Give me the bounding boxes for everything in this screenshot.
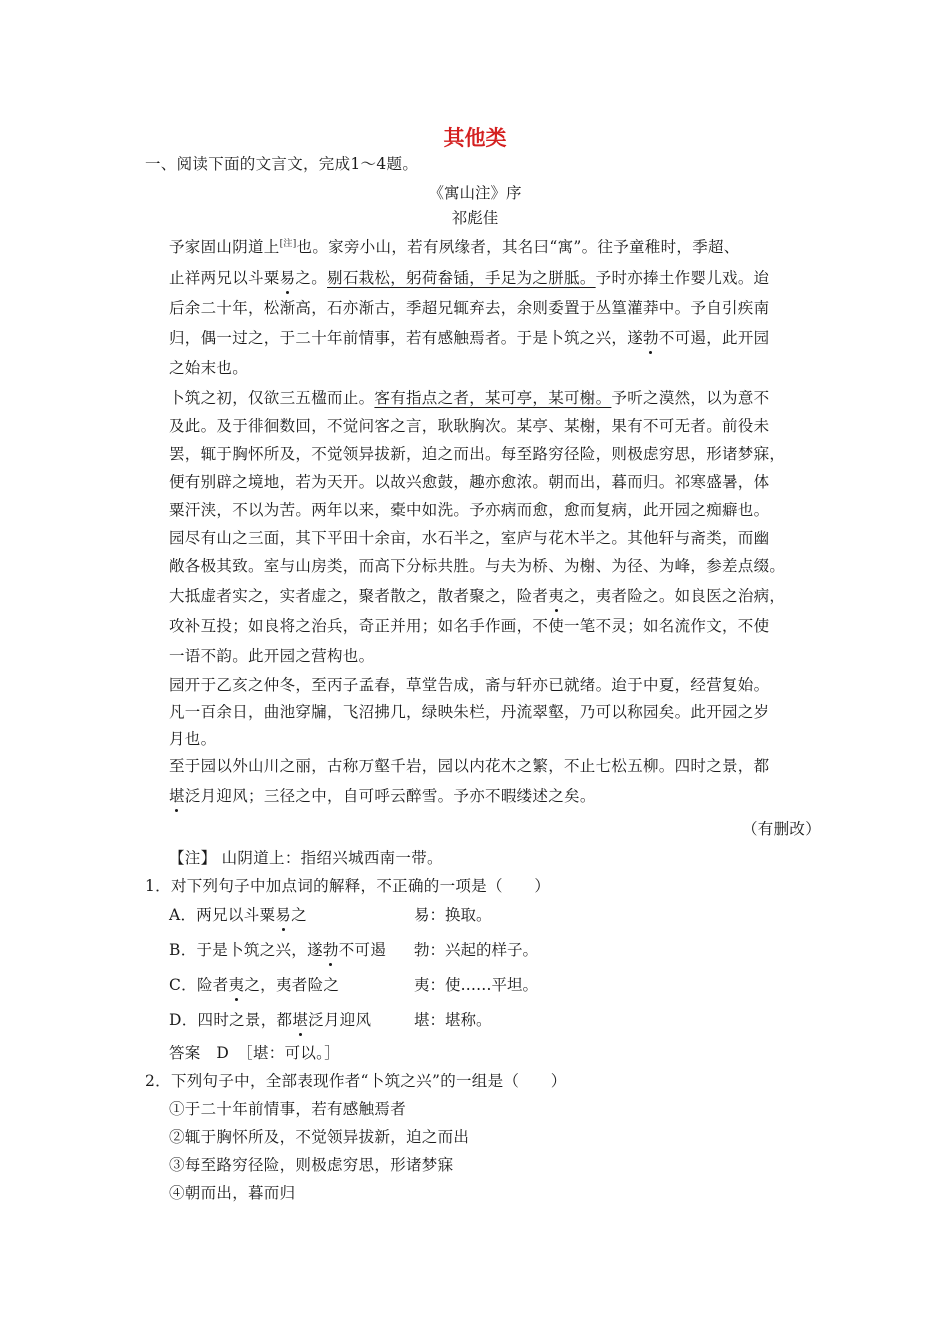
- passage-line: 攻补互投；如良将之治兵，奇正并用；如名手作画，不使一笔不灵；如名流作文，不使: [169, 617, 770, 635]
- text-span: 泛月迎风: [308, 1011, 372, 1029]
- text-span: 之: [291, 906, 307, 924]
- underlined-sentence: 客有指点之者，某可亭，某可榭。: [374, 389, 612, 407]
- passage-line: 一语不韵。此开园之营构也。: [169, 647, 375, 665]
- text-span: 之。: [295, 269, 328, 287]
- text-span: C．险者: [169, 976, 229, 994]
- option-definition: 夷：使……平坦。: [414, 976, 539, 994]
- passage-line: 罢，辄于胸怀所及，不觉领异拔新，迫之而出。每至路穷径险，则极虑穷思，形诸梦寐，: [169, 445, 786, 463]
- text-span: 大抵虚者实之，实者虚之，聚者散之，散者聚之，险者: [169, 587, 549, 605]
- answer-key: 答案 D ［堪：可以。］: [169, 1044, 341, 1062]
- dotted-word: 易: [275, 906, 292, 924]
- underlined-sentence: 剔石栽松，躬荷畚锸，手足为之胼胝。: [327, 269, 596, 287]
- passage-line: [169, 268, 769, 288]
- passage-line: [169, 586, 785, 606]
- text-span: 不可遏，此开园: [658, 329, 770, 347]
- question-stem: 2．下列句子中，全部表现作者“卜筑之兴”的一组是（ ）: [145, 1072, 567, 1090]
- dotted-word: 夷: [548, 587, 565, 605]
- text-span: 止祥两兄以斗粟: [169, 269, 280, 287]
- text-span: 予家固山阴道上: [169, 238, 280, 256]
- text-span: 也。家旁小山，若有夙缘者，其名曰“寓”。往予童稚时，季超、: [296, 238, 740, 256]
- passage-line: 粟汗浃，不以为苦。两年以来，橐中如洗。予亦病而愈，愈而复病，此开园之痴癖也。: [169, 501, 770, 519]
- option-definition: 堪：堪称。: [414, 1011, 492, 1029]
- dotted-word: 勃: [643, 329, 659, 347]
- note-marker: [注]: [279, 238, 297, 249]
- question-stem: 1．对下列句子中加点词的解释，不正确的一项是（ ）: [145, 877, 551, 895]
- text-span: D．四时之景，都: [169, 1011, 293, 1029]
- question-item: ③每至路穷径险，则极虑穷思，形诸梦寐: [169, 1156, 454, 1174]
- text-span: 之，夷者险之: [244, 976, 340, 994]
- dotted-word: 夷: [228, 976, 245, 994]
- text-span: B．于是卜筑之兴，遂: [169, 941, 323, 959]
- passage-title: 《寓山注》序: [428, 184, 522, 202]
- passage-author: 祁彪佳: [451, 209, 499, 227]
- passage-line: 敞各极其致。室与山房类，而高下分标共胜。与夫为桥、为榭、为径、为峰，参差点缀。: [169, 557, 786, 575]
- question-item: ①于二十年前情事，若有感触焉者: [169, 1100, 407, 1118]
- passage-line: [169, 388, 769, 408]
- passage-line: [169, 786, 596, 806]
- passage-line: 至于园以外山川之丽，古称万壑千岩，园以内花木之繁，不止七松五柳。四时之景，都: [169, 757, 770, 775]
- answer-option: [169, 905, 307, 925]
- passage-line: 园开于乙亥之仲冬，至丙子孟春，草堂告成，斋与轩亦已就绪。迨于中夏，经营复始。: [169, 676, 770, 694]
- passage-line: 后余二十年，松渐高，石亦渐古，季超兄辄弃去，余则委置于丛篁灌莽中。予自引疾南: [169, 299, 770, 317]
- answer-option: [169, 1010, 371, 1030]
- passage-line: 月也。: [169, 730, 217, 748]
- text-span: 泛月迎风；三径之中，自可呼云醉雪。予亦不暇缕述之矣。: [184, 787, 596, 805]
- text-span: 予听之漠然，以为意不: [611, 389, 770, 407]
- option-definition: 易：换取。: [414, 906, 492, 924]
- passage-line: 凡一百余日，曲池穿牖，飞沼拂几，绿映朱栏，丹流翠壑，乃可以称园矣。此开园之岁: [169, 703, 770, 721]
- passage-line: [169, 237, 740, 257]
- page-title: 其他类: [443, 126, 507, 150]
- option-definition: 勃：兴起的样子。: [414, 941, 539, 959]
- source-note: （有删改）: [742, 820, 822, 838]
- question-item: ②辄于胸怀所及，不觉领异拔新，迫之而出: [169, 1128, 470, 1146]
- section-instruction: 一、阅读下面的文言文，完成1～4题。: [145, 155, 419, 173]
- passage-line: 便有别辟之境地，若为天开。以故兴愈鼓，趣亦愈浓。朝而出，暮而归。祁寒盛暑，体: [169, 473, 770, 491]
- text-span: 之，夷者险之。如良医之治病，: [564, 587, 786, 605]
- dotted-word: 勃: [322, 941, 339, 959]
- footnote: 【注】 山阴道上：指绍兴城西南一带。: [169, 849, 443, 867]
- passage-line: 园尽有山之三面，其下平田十余亩，水石半之，室庐与花木半之。其他轩与斋类，而幽: [169, 529, 770, 547]
- text-span: 予时亦捧土作婴儿戏。迨: [595, 269, 770, 287]
- passage-line: [169, 328, 769, 348]
- text-span: 卜筑之初，仅欲三五楹而止。: [169, 389, 375, 407]
- answer-option: [169, 975, 339, 995]
- question-item: ④朝而出，暮而归: [169, 1184, 296, 1202]
- text-span: 归，偶一过之，于二十年前情事，若有感触焉者。于是卜筑之兴，遂: [169, 329, 644, 347]
- dotted-word: 易: [279, 269, 296, 287]
- passage-line: 之始末也。: [169, 359, 249, 377]
- passage-line: 及此。及于徘徊数回，不觉问客之言，耿耿胸次。某亭、某榭，果有不可无者。前役未: [169, 417, 770, 435]
- text-span: A．两兄以斗粟: [169, 906, 276, 924]
- dotted-word: 堪: [292, 1011, 309, 1029]
- dotted-word: 堪: [169, 787, 185, 805]
- answer-option: [169, 940, 386, 960]
- text-span: 不可遏: [338, 941, 387, 959]
